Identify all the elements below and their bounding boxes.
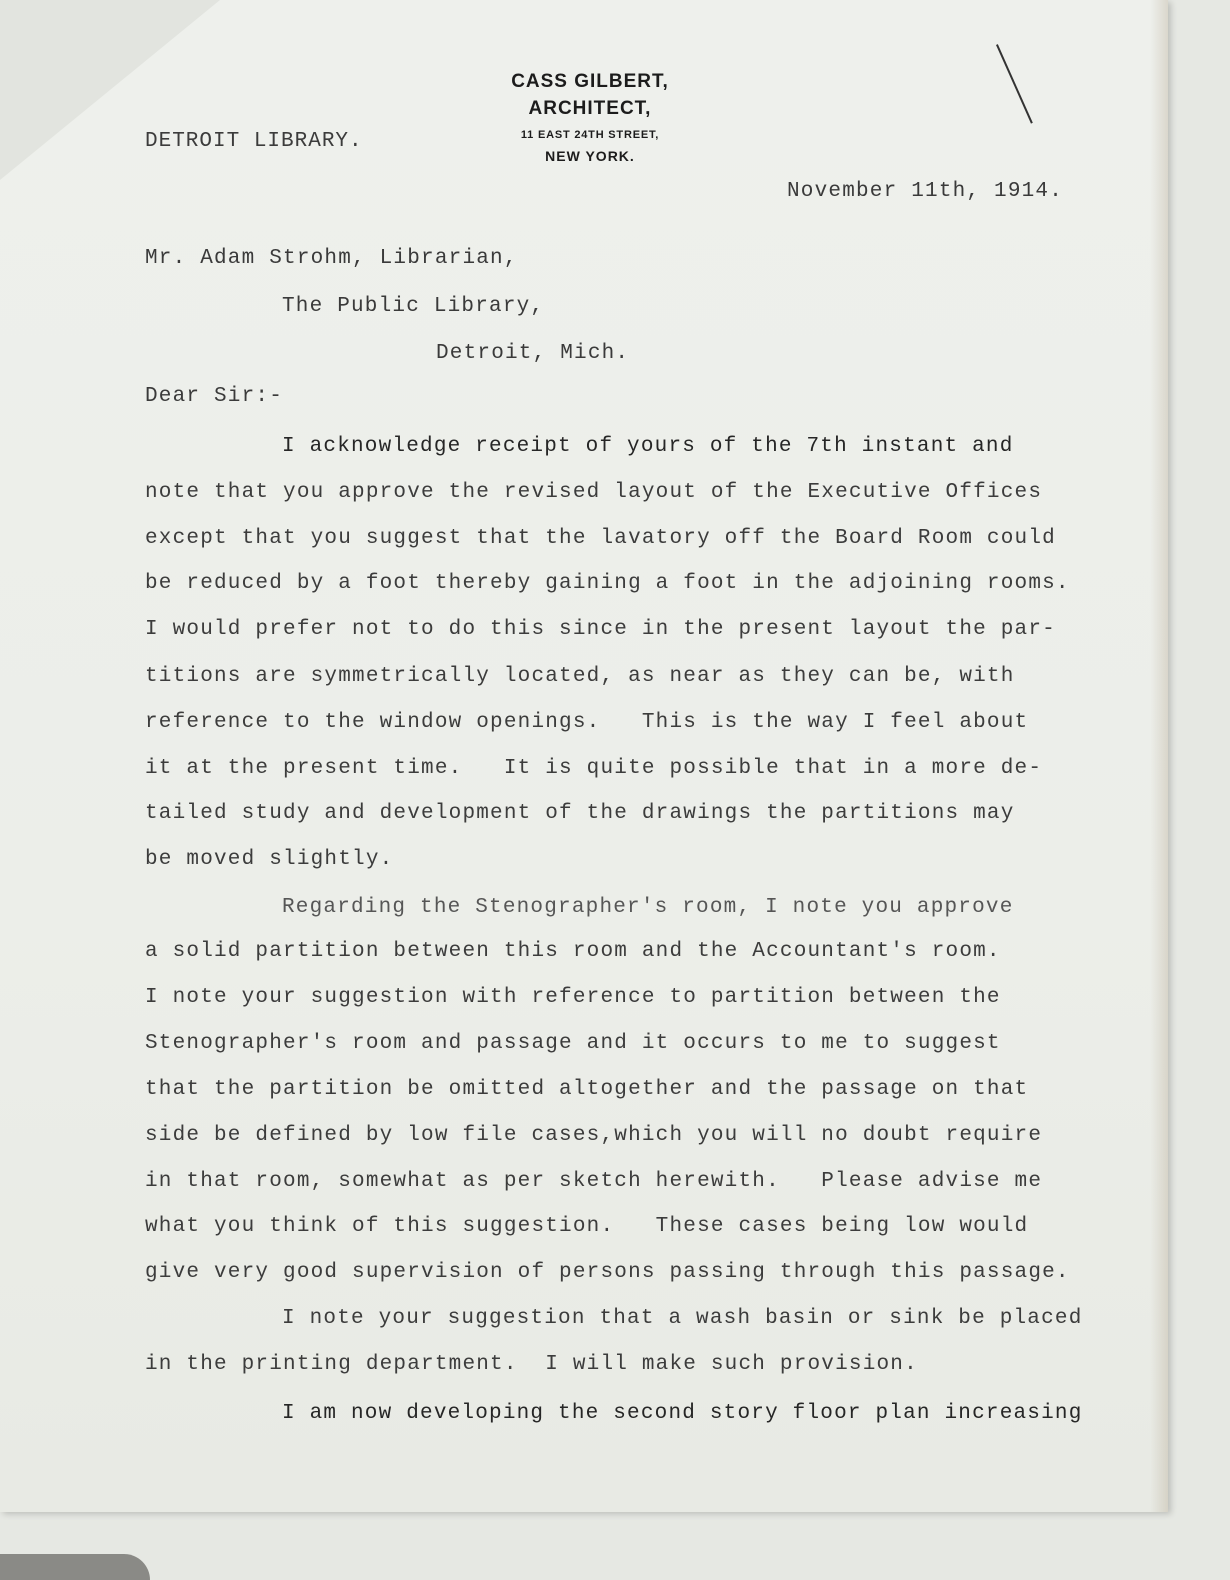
body-line: Regarding the Stenographer's room, I note you approve — [282, 896, 1014, 919]
body-line: that the partition be omitted altogether and the passage on that — [145, 1078, 1029, 1101]
body-line: I acknowledge receipt of yours of the 7th instant and — [282, 435, 1014, 458]
body-line: a solid partition between this room and the Accountant's room. — [145, 940, 1001, 963]
letterhead — [470, 68, 710, 166]
scan-shadow — [0, 1554, 150, 1580]
body-line: Stenographer's room and passage and it occurs to me to suggest — [145, 1032, 1001, 1055]
body-line: in that room, somewhat as per sketch herewith. Please advise me — [145, 1170, 1043, 1193]
folded-corner — [0, 0, 220, 180]
letterhead-name: CASS GILBERT, — [511, 71, 669, 92]
letterhead-address: 11 EAST 24TH STREET, — [520, 129, 660, 141]
body-line: titions are symmetrically located, as near as they can be, with — [145, 665, 1015, 688]
recipient-line-1: Mr. Adam Strohm, Librarian, — [145, 247, 518, 270]
paper-edge-shading — [1150, 0, 1168, 1512]
body-line: be reduced by a foot thereby gaining a foot in the adjoining rooms. — [145, 572, 1070, 595]
body-line: except that you suggest that the lavatory off the Board Room could — [145, 527, 1056, 550]
body-line: what you think of this suggestion. These cases being low would — [145, 1215, 1029, 1238]
pen-stroke-mark — [996, 44, 1033, 123]
body-line: I would prefer not to do this since in the present layout the par- — [145, 618, 1056, 641]
body-line: give very good supervision of persons passing through this passage. — [145, 1261, 1070, 1284]
body-line: I note your suggestion with reference to partition between the — [145, 986, 1001, 1009]
body-line: reference to the window openings. This is the way I feel about — [145, 711, 1029, 734]
subject-line: DETROIT LIBRARY. — [145, 130, 363, 153]
body-line: be moved slightly. — [145, 848, 394, 871]
body-line: I am now developing the second story floor plan increasing — [282, 1402, 1083, 1425]
recipient-line-3: Detroit, Mich. — [436, 342, 630, 365]
body-line: in the printing department. I will make such provision. — [145, 1353, 918, 1376]
recipient-line-2: The Public Library, — [282, 295, 545, 318]
salutation: Dear Sir:- — [145, 385, 284, 408]
letter-date: November 11th, 1914. — [787, 180, 1064, 203]
letterhead-title: ARCHITECT, — [528, 98, 652, 119]
letterhead-city: NEW YORK. — [545, 148, 635, 164]
body-line: side be defined by low file cases,which you will no doubt require — [145, 1124, 1043, 1147]
body-line: tailed study and development of the drawings the partitions may — [145, 802, 1015, 825]
body-line: it at the present time. It is quite possible that in a more de- — [145, 757, 1043, 780]
body-line: I note your suggestion that a wash basin or sink be placed — [282, 1307, 1083, 1330]
body-line: note that you approve the revised layout of the Executive Offices — [145, 481, 1043, 504]
